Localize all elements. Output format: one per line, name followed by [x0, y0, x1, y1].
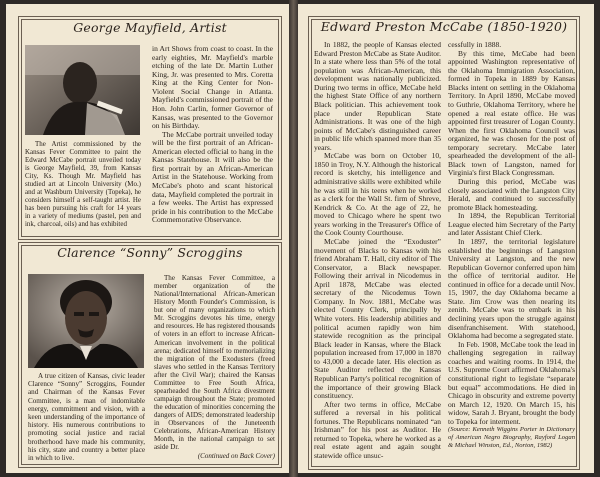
- mccabe-paragraph: In 1882, the people of Kansas elected Edward Preston McCabe as State Auditor. In a state where less than 5% of the total population was African-American, this development was nationally publicized. During two terms in office, McCabe held the highest State Office of any northern Black politician. This achievement took place under Republican State Administrations. It was one of the high points of McCabe's distinguished career in public life which spanned more than 35 years.: [314, 40, 441, 152]
- mccabe-paragraph: During this period, McCabe was closely associated with the Langston City Herald, and continued to successfully promote Black homesteading.: [448, 177, 575, 212]
- left-page: [6, 4, 289, 473]
- mccabe-column-1: [314, 41, 441, 461]
- mccabe-paragraph: McCabe was born on October 10, 1850 in Troy, N.Y. Although the historical record is sketchy, his intelligence and administrative skills were exhibited while he was still in his teens when he worked as a clerk for the Wall St. firm of Shreve, Kendrick & Co. At the age of 22, he moved to Chicago where he spent two years working in the Treasurer's Office of the Cook County Courthouse.: [314, 151, 441, 238]
- mccabe-paragraph: By this time, McCabe had been appointed Washington representative of the Oklahoma Immigration Association, formed in Topeka in 1889 by Kansas Blacks intent on settling in the Oklahoma Territory. In April 1890, McCabe moved to Guthrie, Oklahoma Territory, where he opened a real estate office. He was appointed first treasurer of Logan County. When the first Oklahoma Council was organized, he was chosen for the post of temporary secretary. McCabe later spearheaded the development of the all-Black town of Langston, named for Virginia's first Black Congressman.: [448, 48, 575, 178]
- scroggins-photo: [28, 274, 144, 368]
- book-gutter: [289, 0, 298, 477]
- scroggins-title: Clarence “Sonny” Scroggins: [57, 245, 243, 260]
- mccabe-paragraph: cessfully in 1888.: [448, 40, 502, 49]
- scroggins-text: [154, 274, 275, 460]
- mccabe-paragraph: In Feb. 1908, McCabe took the lead in challenging segregation in railway coaches and waiting rooms. In 1914, the U.S. Supreme Court affirmed Oklahoma's constitutional right to legislate “separate but equal” accommodations. He died in Chicago in obscurity and extreme poverty on March 12, 1920. On March 15, his widow, Sarah J. Bryant, brought the body to Topeka for interment.: [448, 339, 575, 426]
- mayfield-paragraph: The McCabe portrait unveiled today will be the first portrait of an African-American elected official to hang in the Kansas Statehouse. It will also be the first portrait by an African-American Artist in the Statehouse. Working from McCabe's photo and scant historical data, Mayfield completed the portrait in a few weeks. The Artist has expressed pride in his contribution to the McCabe Commemorative Observance.: [152, 129, 273, 225]
- mayfield-caption: [25, 140, 141, 228]
- right-page: [298, 4, 594, 473]
- mccabe-paragraph: McCabe joined the “Exoduster” movement of Blacks to Kansas with his friend Abraham T. Hall, city editor of The Conservator, a Black newspaper. Following their arrival in Nicodemus in April 1878, McCabe was elected secretary of the Nicodemus Town Company. In Nov. 1881, McCabe was elected County Clerk, principally by White voters. His leadership abilities and political acumen rapidly won him statewide recognition as the principal Black leader in Kansas, where the Black population increased from 17,000 in 1870 to 43,000 a decade later. His election as State Auditor reflected the Kansas Republican Party's political recognition of the importance of their growing Black constituency.: [314, 236, 441, 401]
- mayfield-text: [152, 45, 273, 225]
- source-citation: (Source: Kenneth Wiggins Porter in Dictionary of American Negro Biography, Rayford Logan & Michael Winston, Ed., Norton, 1982): [448, 426, 575, 449]
- continued-note: (Continued on Back Cover): [197, 452, 275, 461]
- scroggins-caption: [28, 372, 145, 462]
- mayfield-photo: [25, 45, 140, 135]
- mccabe-paragraph: In 1894, the Republican Territorial League elected him Secretary of the Party and later Assistant Chief Clerk.: [448, 211, 575, 238]
- mayfield-paragraph: in Art Shows from coast to coast. In the early eighties, Mr. Mayfield's marble etching of the late Dr. Martin Luther King, Jr. was presented to Mrs. Coretta King at the King Center for Non-Violent Social Change in Atlanta. Mayfield's commissioned portrait of the Hon. John Carlin, former Governor of Kansas, was presented to the Governor on his Birthday.: [152, 44, 273, 131]
- mccabe-paragraph: After two terms in office, McCabe suffered a reversal in his political fortunes. The Republicans nominated “an Irishman” for his post as Auditor. He returned to Topeka, where he worked as a real estate agent and again sought statewide office unsuc-: [314, 399, 441, 460]
- mccabe-column-2: [448, 41, 575, 449]
- mccabe-paragraph: In 1897, the territorial legislature established the beginnings of Langston University at Langston, and the new Republican Governor conferred upon him the office of territorial auditor. He continued in office for a decade until Nov. 15, 1907, the day Oklahoma became a State. Jim Crow was then nearing its zenith. McCabe was to embark in his declining years upon the struggle against disenfranchisement. With statehood, Oklahoma had become a segregated state.: [448, 236, 575, 341]
- mayfield-caption-text: The Artist commissioned by the Kansas Fever Committee to paint the Edward McCabe portrait unveiled today is George Mayfield, 39, from Kansas City, Ks. Though Mr. Mayfield has studied art at Lincoln University (Mo.) and at Washburn University (Topeka), he considers himself a self-taught artist. He has been pursuing his craft for 14 years in a variety of mediums (pastel, pen and ink, charcoal, oils) and has exhibited: [25, 140, 141, 229]
- mayfield-title: George Mayfield, Artist: [73, 20, 227, 35]
- scroggins-caption-text: A true citizen of Kansas, civic leader Clarence “Sonny” Scroggins, Founder and Chairman of the Kansas Fever Committee, is a man of indomitable energy, commitment and vision, with a keen understanding of the importance of history. His numerous contributions to promoting social justice and racial brotherhood have made his community, his city, state and country a better place in which to live.: [28, 372, 145, 462]
- mccabe-title: Edward Preston McCabe (1850-1920): [320, 19, 568, 34]
- scroggins-paragraph: The Kansas Fever Committee, a member organization of the National/International African-American History Month Founder's Commission, is but one of many organizations to which Mr. Scroggins devotes his time, energy and resources. He has registered thousands of voters in an effort to increase African-American involvement in the political arena; dedicated himself to memorializing the migration of the Exodusters (freed slaves who settled in the Kansas Territory after the Civil War); chaired the Kansas Committee to Free South Africa, spearheaded the South Africa divestment campaign throughout the State; promoted the education of minorities concerning the dangers of AIDS; demonstrated leadership in Observances of the Juneteenth Celebrations, African-American History Month, in the national campaign to set aside Dr.: [154, 274, 275, 452]
